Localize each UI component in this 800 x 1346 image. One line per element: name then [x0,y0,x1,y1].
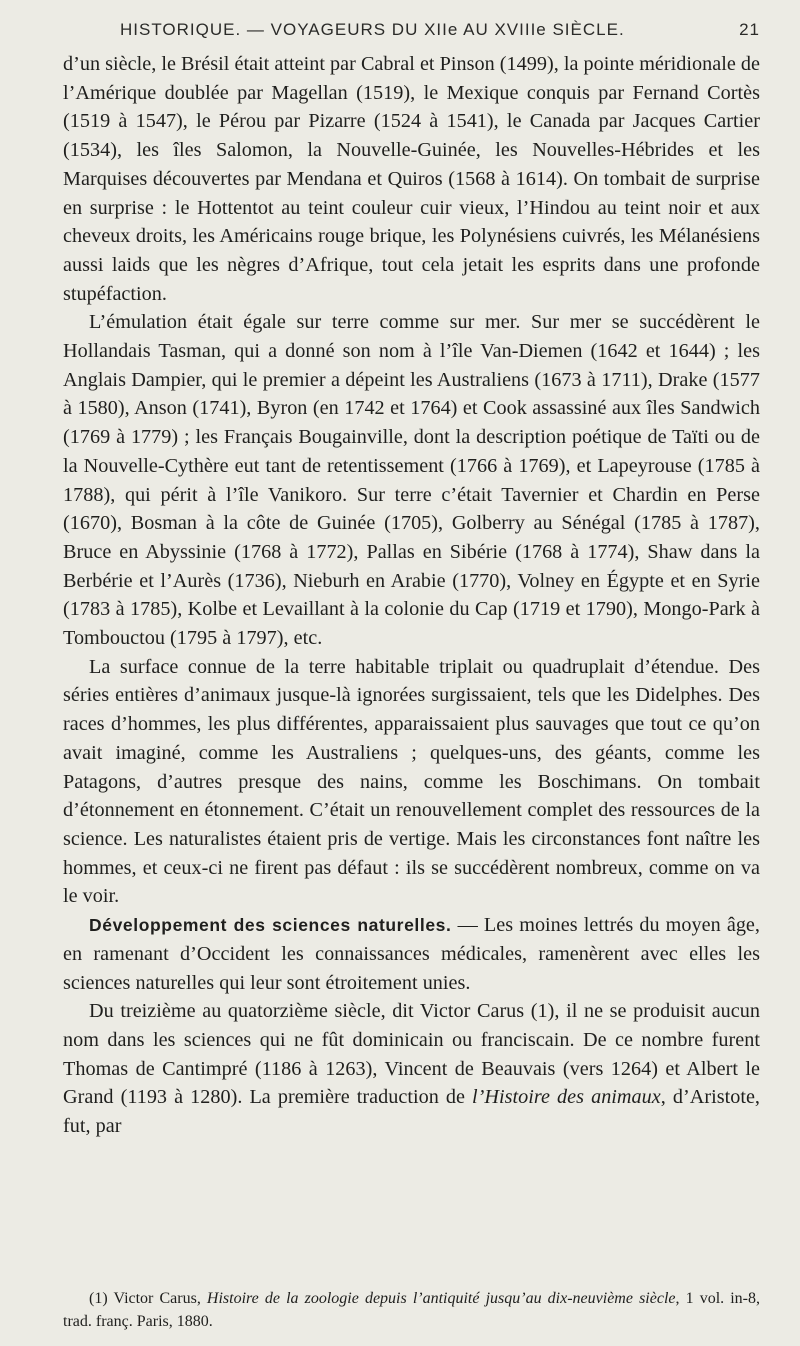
section-heading: Développement des sciences naturelles. [89,915,452,936]
footnote-book-title: Histoire de la zoologie depuis l’antiquité jusqu’au dix-neuvième siècle [206,1290,676,1307]
paragraph-2: L’émulation était égale sur terre comme sur mer. Sur mer se succédèrent le Hollandais Tasman, qui a donné son nom à l’île Van-Diemen (1642 et 1644) ; les Anglais Dampier, qui le premier a dépeint les Australiens (1673 à 1711), Drake (1577 à 1580), Anson (1741), Byron (en 1742 et 1764) et Cook assassiné aux îles Sandwich (1769 à 1779) ; les Français Bougainville, dont la description poétique de Taïti ou de la Nouvelle-Cythère eut tant de retentissement (1766 à 1769), et Lapeyrouse (1785 à 1788), qui périt à l’île Vanikoro. Sur terre c’était Tavernier et Chardin en Perse (1670), Bosman à la côte de Guinée (1705), Golberry au Sénégal (1785 à 1787), Bruce en Abyssinie (1768 à 1772), Pallas en Sibérie (1768 à 1774), Shaw dans la Berbérie et l’Aurès (1736), Nieburh en Arabie (1770), Volney en Égypte et en Syrie (1783 à 1785), Kolbe et Levaillant à la colonie du Cap (1719 et 1790), Mongo-Park à Tombouctou (1795 à 1797), etc. [63,311,760,650]
footnote-1 [63,1287,760,1333]
running-title: HISTORIQUE. — VOYAGEURS DU XIIe AU XVIIIe SIÈCLE. [120,20,625,39]
paragraph-4-text: — Les moines lettrés du moyen âge, en ramenant d’Occident les connaissances médicales, ramenèrent avec elles les sciences naturelles qui leur sont étroitement unies. [63,914,760,994]
paragraph-3: La surface connue de la terre habitable triplait ou quadruplait d’étendue. Des séries entières d’animaux jusque-là ignorées surgissaient, tels que les Didelphes. Des races d’hommes, les plus différentes, apparaissaient plus sauvages que tout ce qu’on avait imaginé, comme les Australiens ; quelques-uns, des géants, comme les Patagons, d’autres presque des nains, comme les Boschimans. On tombait d’étonnement en étonnement. C’était un renouvellement complet des ressources de la science. Les naturalistes étaient pris de vertige. Mais les circonstances font naître les hommes, et ceux-ci ne firent pas défaut : ils se succédèrent nombreux, comme on va le voir. [63,655,760,908]
footnote-reference: (1) [530,1000,555,1023]
footnote-author: Victor Carus, [107,1290,207,1307]
page-header [70,13,760,47]
paragraph-5-text-start: Du treizième au quatorzième siècle, dit Victor Carus [89,1000,531,1023]
footnote-publication-details: , 1 vol. in-8, trad. franç. Paris, 1880. [63,1290,761,1330]
paragraph-4 [63,911,760,997]
italic-book-title: l’Histoire des animaux [472,1086,661,1109]
page-number: 21 [739,20,760,39]
paragraph-5-text-middle: , il ne se produisit aucun nom dans les sciences qui ne fût dominicain ou franciscain. De ce nombre furent Thomas de Cantimpré (1186 à 1263), Vincent de Beauvais (vers 1264) et Albert le Grand (1193 à 1280). La première traduction de [63,1000,761,1109]
footnotes [63,1287,760,1333]
paragraph-1: d’un siècle, le Brésil était atteint par Cabral et Pinson (1499), la pointe méridionale de l’Amérique doublée par Magellan (1519), le Mexique conquis par Fernand Cortès (1519 à 1547), le Pérou par Pizarre (1524 à 1541), le Canada par Jacques Cartier (1534), les îles Salomon, la Nouvelle-Guinée, les Nouvelles-Hébrides et les Marquises découvertes par Mendana et Quiros (1568 à 1614). On tombait de surprise en surprise : le Hottentot au teint couleur cuir vieux, l’Hindou au teint noir et aux cheveux droits, les Américains rouge brique, les Polynésiens cuivrés, les Mélanésiens aussi laids que les nègres d’Afrique, tout cela jetait les esprits dans une profonde stupéfaction. [63,53,760,305]
main-text [63,50,760,1141]
paragraph-5 [63,997,760,1141]
footnote-marker: (1) [89,1290,108,1307]
paragraph-5-text-end: , d’Aristote, fut, par [63,1086,760,1138]
